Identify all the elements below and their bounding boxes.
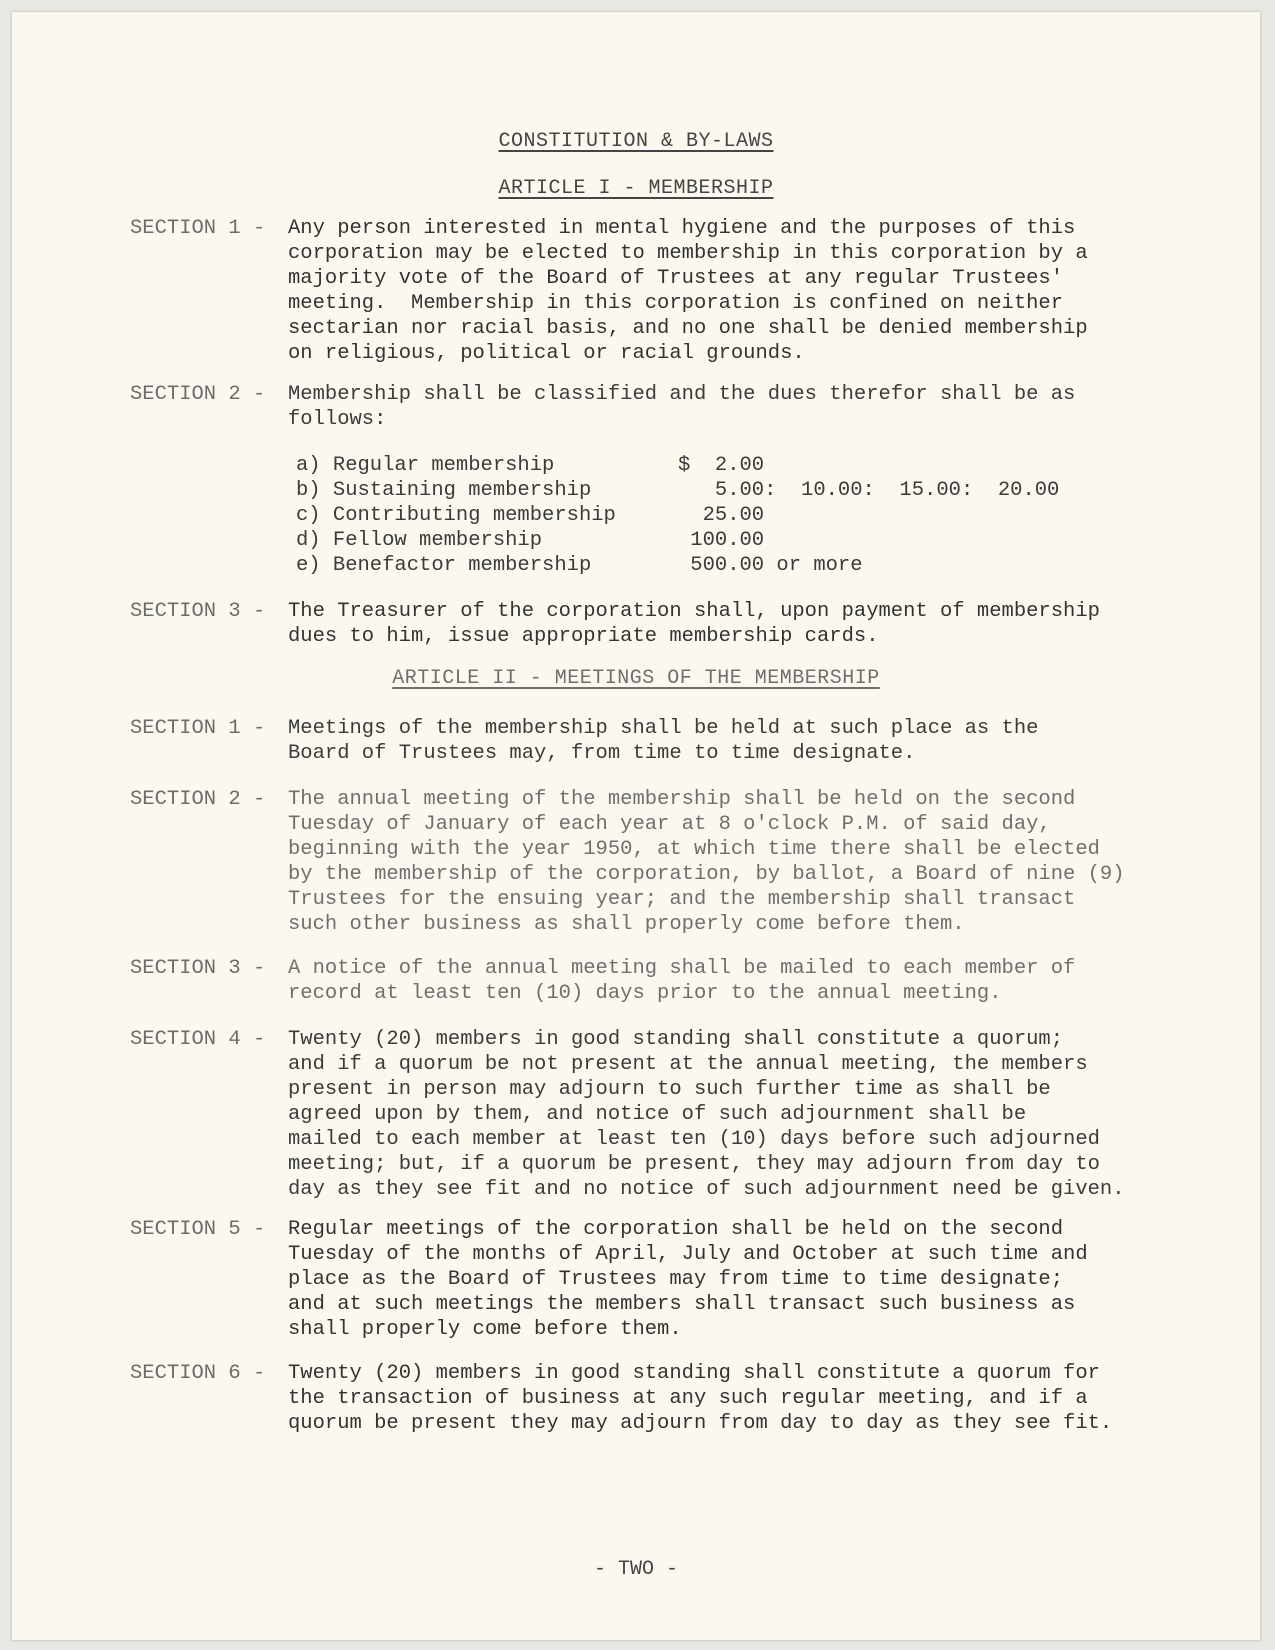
- section-label: SECTION 1 -: [130, 717, 266, 740]
- section-text: A notice of the annual meeting shall be mailed to each member of record at least ten (10) days prior to the annual meeting.: [288, 957, 1076, 1005]
- dues-row: [296, 553, 1076, 578]
- dues-label: b) Sustaining membership: [296, 479, 592, 502]
- dues-row: [296, 478, 1076, 503]
- section-text: The annual meeting of the membership shall be held on the second Tuesday of January of each year at 8 o'clock P.M. of said day, beginning with the year 1950, at which time there shall be elected by the membership of the corporation, by ballot, a Board of nine (9) Trustees for the ensuing year; and the membership shall transact such other business as shall properly come before them.: [288, 788, 1125, 936]
- dues-row: [296, 453, 1076, 478]
- section-text: Membership shall be classified and the dues therefor shall be as follows:: [288, 383, 1076, 431]
- section-label: SECTION 3 -: [130, 600, 266, 623]
- section-label: SECTION 2 -: [130, 383, 266, 406]
- dues-label: d) Fellow membership: [296, 529, 543, 552]
- section-text: Regular meetings of the corporation shall be held on the second Tuesday of the months of April, July and October at such time and place as the Board of Trustees may from time to time designate; and at such meetings the members shall transact such business as shall properly come before them.: [288, 1218, 1088, 1341]
- section-text: Meetings of the membership shall be held at such place as the Board of Trustees may, from time to time designate.: [288, 717, 1039, 765]
- dues-row: [296, 528, 1076, 553]
- dues-amount: 5.00: 10.00: 15.00: 20.00: [678, 479, 1060, 502]
- dues-row: [296, 503, 1076, 528]
- page-number: - TWO -: [593, 1558, 678, 1581]
- article-2-section-4: [130, 1027, 1130, 1202]
- section-label: SECTION 2 -: [130, 788, 266, 811]
- article-2-heading: ARTICLE II - MEETINGS OF THE MEMBERSHIP: [392, 667, 880, 690]
- article-1-section-2: [130, 382, 1130, 432]
- article-2-section-6: [130, 1361, 1130, 1436]
- section-text: Twenty (20) members in good standing shall constitute a quorum; and if a quorum be not present at the annual meeting, the members present in person may adjourn to such further time as shall be agreed upon by them, and notice of such adjournment shall be mailed to each member at least ten (10) days before such adjourned meeting; but, if a quorum be present, they may adjourn from day to day as they see fit and no notice of such adjournment need be given.: [288, 1028, 1125, 1201]
- section-text: Twenty (20) members in good standing shall constitute a quorum for the transaction of business at any such regular meeting, and if a quorum be present they may adjourn from day to day as they see fit.: [288, 1362, 1113, 1435]
- article-2-section-1: [130, 716, 1130, 766]
- dues-label: a) Regular membership: [296, 454, 555, 477]
- dues-label: e) Benefactor membership: [296, 554, 592, 577]
- article-2-section-5: [130, 1217, 1130, 1342]
- section-label: SECTION 6 -: [130, 1362, 266, 1385]
- dues-amount: 25.00: [678, 504, 765, 527]
- dues-amount: $ 2.00: [678, 454, 765, 477]
- dues-label: c) Contributing membership: [296, 504, 616, 527]
- section-text: The Treasurer of the corporation shall, upon payment of membership dues to him, issue appropriate membership cards.: [288, 600, 1100, 648]
- section-text: Any person interested in mental hygiene and the purposes of this corporation may be elected to membership in this corporation by a majority vote of the Board of Trustees at any regular Trustees' meeting. Membership in this corporation is confined on neither sectarian nor racial basis, and no one shall be denied membership on religious, political or racial grounds.: [288, 217, 1088, 365]
- document-title: CONSTITUTION & BY-LAWS: [498, 130, 774, 153]
- article-1-section-3: [130, 599, 1130, 649]
- section-label: SECTION 3 -: [130, 957, 266, 980]
- article-2-section-3: [130, 956, 1130, 1006]
- section-label: SECTION 1 -: [130, 217, 266, 240]
- document-page: [12, 12, 1260, 1640]
- dues-amount: 500.00 or more: [678, 554, 863, 577]
- section-label: SECTION 4 -: [130, 1028, 266, 1051]
- dues-amount: 100.00: [678, 529, 765, 552]
- section-label: SECTION 5 -: [130, 1218, 266, 1241]
- article-2-section-2: [130, 787, 1130, 937]
- article-1-section-1: [130, 216, 1130, 366]
- article-1-heading: ARTICLE I - MEMBERSHIP: [498, 177, 774, 200]
